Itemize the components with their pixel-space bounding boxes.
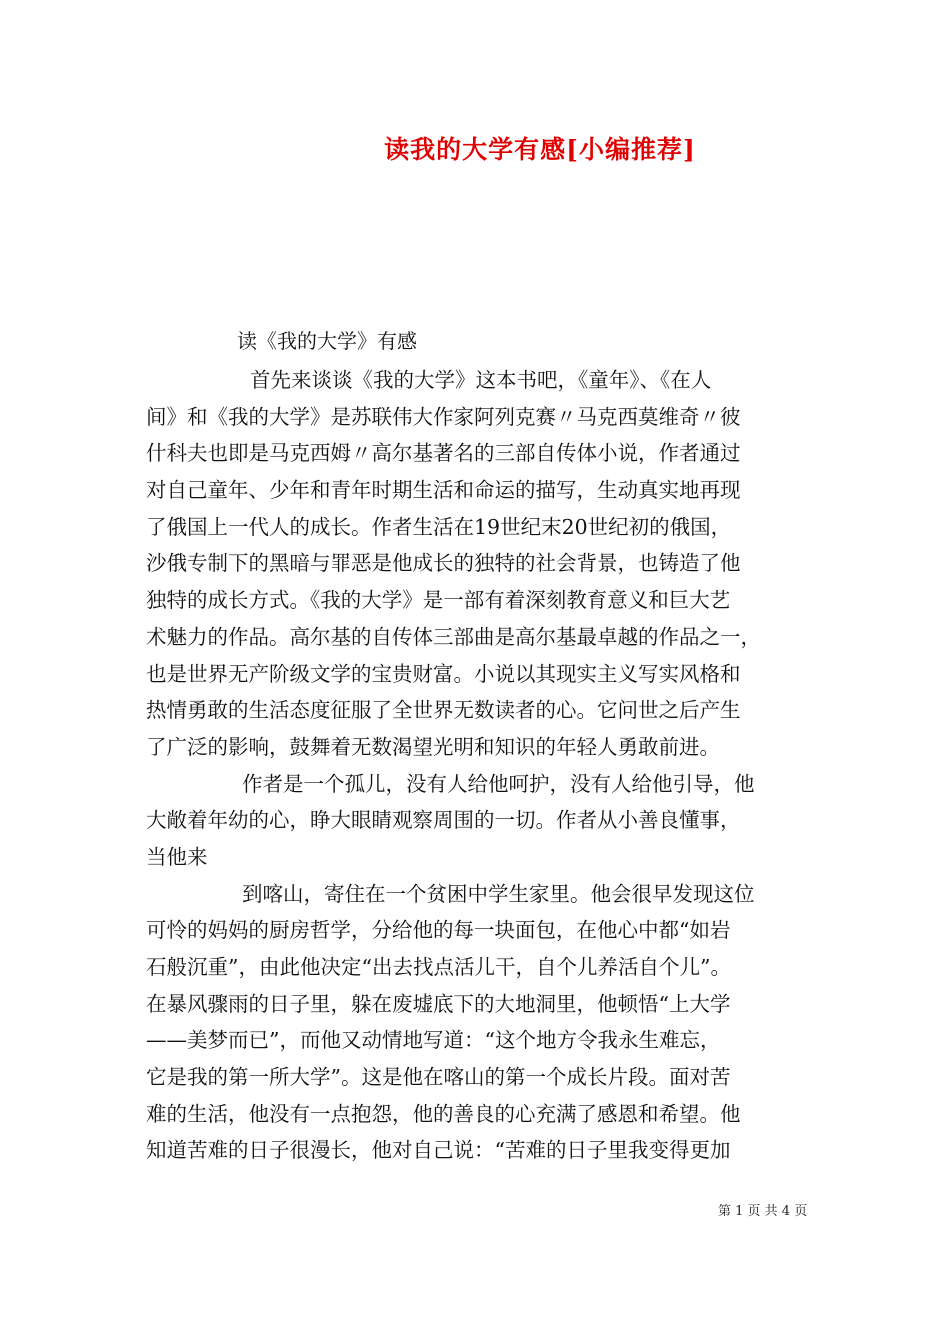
paragraph-line: 术魅力的作品。高尔基的自传体三部曲是高尔基最卓越的作品之一， (146, 624, 761, 649)
paragraph-line: 也是世界无产阶级文学的宝贵财富。小说以其现实主义写实风格和 (146, 661, 741, 686)
paragraph-line: 首先来谈谈《我的大学》这本书吧，《童年》、《在人 (250, 368, 712, 392)
paragraph-line: ——美梦而已”，而他又动情地写道：“这个地方令我永生难忘， (146, 1028, 721, 1053)
article-body (146, 362, 816, 1169)
paragraph-line: 知道苦难的日子很漫长，他对自己说：“苦难的日子里我变得更加 (146, 1138, 731, 1163)
paragraph-line: 当他来 (146, 844, 208, 869)
paragraph-line: 间》和《我的大学》是苏联伟大作家阿列克赛〃马克西莫维奇〃彼 (146, 404, 741, 429)
paragraph-line: 独特的成长方式。《我的大学》是一部有着深刻教育意义和巨大艺 (146, 588, 731, 613)
paragraph-line: 它是我的第一所大学”。这是他在喀山的第一个成长片段。面对苦 (146, 1065, 731, 1090)
paragraph-line: 什科夫也即是马克西姆〃高尔基著名的三部自传体小说，作者通过 (146, 441, 741, 466)
paragraph-line: 作者是一个孤儿，没有人给他呵护，没有人给他引导，他 (242, 771, 755, 796)
paragraph-line: 到喀山，寄住在一个贫困中学生家里。他会很早发现这位 (242, 881, 755, 906)
paragraph-line: 了俄国上一代人的成长。作者生活在19世纪末20世纪初的俄国， (146, 514, 732, 539)
paragraph-line: 大敞着年幼的心，睁大眼睛观察周围的一切。作者从小善良懂事， (146, 808, 741, 833)
paragraph-line: 在暴风骤雨的日子里，躲在废墟底下的大地洞里，他顿悟“上大学 (146, 991, 731, 1016)
paragraph-line: 沙俄专制下的黑暗与罪恶是他成长的独特的社会背景，也铸造了他 (146, 551, 741, 576)
paragraph-line: 可怜的妈妈的厨房哲学，分给他的每一块面包，在他心中都“如岩 (146, 918, 731, 943)
page-number-footer: 第 1 页 共 4 页 (718, 1204, 808, 1219)
paragraph-line: 了广泛的影响，鼓舞着无数渴望光明和知识的年轻人勇敢前进。 (146, 734, 720, 759)
article-subtitle: 读《我的大学》有感 (237, 329, 417, 353)
paragraph-line: 对自己童年、少年和青年时期生活和命运的描写，生动真实地再现 (146, 478, 741, 503)
paragraph-line: 难的生活，他没有一点抱怨，他的善良的心充满了感恩和希望。他 (146, 1101, 741, 1126)
paragraph-line: 石般沉重”，由此他决定“出去找点活儿干，自个儿养活自个儿”。 (146, 955, 731, 979)
page-title: 读我的大学有感[小编推荐] (384, 135, 696, 164)
paragraph-line: 热情勇敢的生活态度征服了全世界无数读者的心。它问世之后产生 (146, 698, 741, 723)
